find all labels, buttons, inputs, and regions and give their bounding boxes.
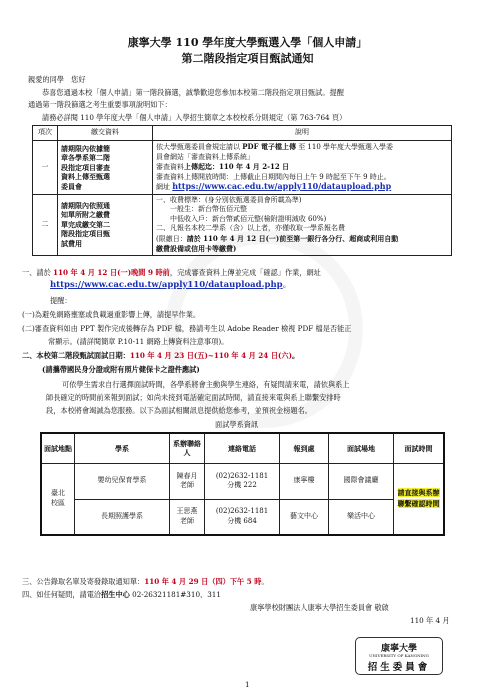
remind-2b: 常顯示。(請詳閱簡章 P.10-11 網路上傳資料注意事項)。	[48, 337, 229, 346]
intro-line-3: 請務必詳閱 110 學年度大學「個人申請」入學招生簡章之本校校系分則規定（第 763-764 頁）	[42, 113, 347, 122]
requirements-table	[32, 125, 452, 256]
iv-venue: 國際會議廳	[329, 463, 394, 499]
greeting: 親愛的同學 您好	[28, 75, 86, 84]
row-item: 請期限內依據簡 章各學系第二階 段指定項目審查 資料上傳至甄選 委員會	[58, 141, 153, 195]
note-2: 二、本校第二階段甄試面試日期：110 年 4 月 23 日(五)~110 年 4 月 24 日(六)。	[22, 351, 300, 360]
para-1: 可依學生需求自行選擇面試時間，各學系將會主動與學生連絡，有疑問請來電，請依與系上	[62, 380, 350, 389]
iv-venue: 樂活中心	[329, 499, 394, 535]
row-desc: 依大學甄選委員會規定請以 PDF 電子檔上傳 至 110 學年度大學甄選入學委 員會網站「審查資料上傳系統」 審查資料上傳起迄：110 年 4 月 2-12 日 審查資料上傳開放時間：上傳截止日期間內每日上午 9 時起至下午 9 時止。 網址 https://www.cac.edu.tw/apply110/dataupload.php	[153, 141, 452, 195]
remind-label: 提醒：	[50, 296, 72, 305]
iv-header-contact: 系辦聯絡人	[170, 433, 205, 463]
iv-header-time: 面試時間	[394, 433, 445, 463]
interview-caption: 面試學系資訊	[215, 420, 259, 429]
iv-phone: (02)2632-1181 分機 684	[205, 499, 280, 535]
iv-header-phone: 連絡電話	[205, 433, 280, 463]
iv-dept: 嬰幼兒保育學系	[75, 463, 170, 499]
iv-header-location: 面試地點	[41, 433, 75, 463]
iv-location: 臺北 校區	[41, 463, 75, 535]
intro-line-2: 通過第一階段篩選之考生重要事項說明如下：	[28, 100, 172, 109]
iv-time	[394, 463, 445, 535]
header-desc: 說明	[153, 126, 452, 141]
para-2: 師長確定的時間前來報到面試；如尚未接到電話確定面試時間，請直接來電與系上聯繫安排時	[46, 393, 341, 402]
table-row	[41, 463, 444, 499]
row-desc: 一、收費標準：(身分別依甄選委員會所載為準) 一般生：新台幣伍佰元整 中低收入戶：新台幣貳佰元整(檢附證明減收 60%) 二、凡報名本校二學系（含）以上者，亦僅收取一學系報名費 (限繳日：請於 110 年 4 月 12 日(一)前至第一銀行各分行、超商或利用自動 繳費設備或信用卡等繳費)	[153, 194, 452, 255]
iv-header-dept: 學系	[75, 433, 170, 463]
iv-contact: 王思燕 老師	[170, 499, 205, 535]
header-item: 繳交資料	[58, 126, 153, 141]
upload-link-2[interactable]: https://www.cac.edu.tw/apply110/dataupload.php	[50, 280, 283, 290]
row-no: 一	[33, 141, 58, 195]
page-number: 1	[245, 680, 250, 689]
intro-line-1: 恭喜您通過本校「個人申請」第一階段篩選，誠摯歡迎您參加本校第二階段指定項目甄試。提醒	[42, 88, 344, 97]
note-1-link-line: https://www.cac.edu.tw/apply110/dataupload.php。	[50, 280, 292, 290]
iv-header-checkin: 報到處	[280, 433, 329, 463]
upload-link[interactable]: https://www.cac.edu.tw/apply110/dataupload.php	[172, 181, 392, 191]
committee-seal: 康寧大學 UNIVERSITY OF KANGNING 招生委員會	[355, 637, 443, 675]
note-4: 四、如任何疑問，請電洽招生中心 02-26321181#310、311	[22, 590, 221, 599]
signature: 康寧學校財團法人康寧大學招生委員會 敬啟	[250, 603, 389, 612]
para-3: 段，本校將會竭誠為您服務。以下為面試相關訊息提供給您參考，並預祝金榜題名。	[46, 406, 312, 415]
remind-2a: (二)審查資料如由 PPT 製作完成後轉存為 PDF 檔，務請考生以 Adobe Reader 檢視 PDF 檔是否能正	[22, 324, 352, 333]
doc-subtitle: 第二階段指定項目甄試通知	[181, 52, 314, 65]
header-no: 項次	[33, 126, 58, 141]
row-no: 二	[33, 194, 58, 255]
note-3: 三、公告錄取名單及寄發錄取通知單：110 年 4 月 29 日（四）下午 5 時。	[22, 577, 269, 586]
interview-table	[40, 432, 445, 536]
table-row	[33, 141, 452, 195]
iv-checkin: 藝文中心	[280, 499, 329, 535]
note-2-id: (請攜帶國民身分證或附有照片健保卡之證件應試)	[42, 365, 200, 374]
table-row	[33, 194, 452, 255]
table-row	[41, 499, 444, 535]
remind-1: (一)為避免網路壅塞或負載過重影響上傳，請提早作業。	[22, 310, 201, 319]
doc-date: 110 年 4 月	[410, 616, 450, 625]
doc-title: 康寧大學 110 學年度大學甄選入學「個人申請」	[127, 36, 368, 49]
iv-dept: 長期照護學系	[75, 499, 170, 535]
iv-time-highlight: 請直接與系辦 聯繫確認時間	[397, 488, 440, 508]
row-item: 請期限內依照通 知單所附之繳費 單完成繳交第二 階段指定項目甄 試費用	[58, 194, 153, 255]
iv-header-venue: 面試場地	[329, 433, 394, 463]
iv-phone: (02)2632-1181 分機 222	[205, 463, 280, 499]
iv-checkin: 康寧樓	[280, 463, 329, 499]
iv-contact: 陳春月 老師	[170, 463, 205, 499]
note-1: 一、請於 110 年 4 月 12 日(一)晚間 9 時前，完成審查資料上傳並完成「確認」作業，網址	[22, 268, 321, 277]
